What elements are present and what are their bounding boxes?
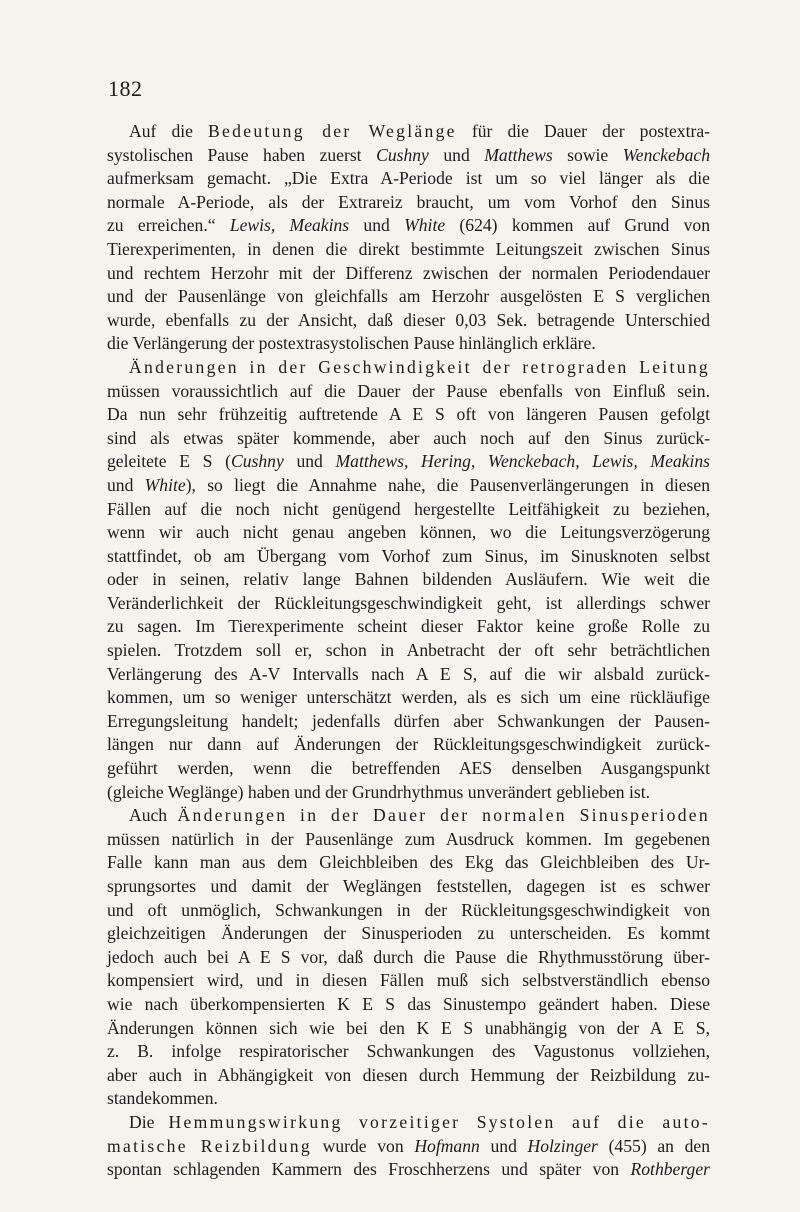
cited-author: Cushny — [231, 451, 284, 472]
text-run: wurde von — [311, 1135, 415, 1156]
text-line — [107, 1040, 710, 1064]
text-line — [107, 214, 710, 238]
text-run: spontan schlagenden Kammern des Froschherzens und später von — [107, 1159, 631, 1180]
text-run: Verlängerung des A-V Intervalls nach A E S, auf die wir alsbald zurück- — [107, 663, 710, 684]
text-line — [107, 332, 710, 356]
text-line — [107, 639, 710, 663]
text-line — [107, 663, 710, 687]
text-run: Tierexperimenten, in denen die direkt bestimmte Leitungszeit zwischen Sinus — [107, 238, 710, 259]
text-line — [107, 922, 710, 946]
cited-author: Holzinger — [527, 1135, 598, 1156]
text-line — [107, 899, 710, 923]
text-line — [107, 686, 710, 710]
text-run: kommen, um so weniger unterschätzt werden, als es sich um eine rückläufige — [107, 687, 710, 708]
text-run: müssen natürlich in der Pausenlänge zum Ausdruck kommen. Im gegebenen — [107, 828, 710, 849]
text-run: aufmerksam gemacht. „Die Extra A-Periode ist um so viel länger als die — [107, 168, 710, 189]
text-run: Änderungen können sich wie bei den K E S unabhängig von der A E S, — [107, 1017, 710, 1038]
text-run: wenn wir auch nicht genau angeben können, wo die Leitungsverzögerung — [107, 522, 710, 543]
text-run: und oft unmöglich, Schwankungen in der Rückleitungsgeschwindigkeit von — [107, 899, 710, 920]
text-line — [107, 1135, 710, 1159]
text-run: Falle kann man aus dem Gleichbleiben des Ekg das Gleichbleiben des Ur- — [107, 852, 710, 873]
text-run: Auch — [129, 805, 178, 826]
text-run: ), so liegt die Annahme nahe, die Pausenverlängerungen in diesen — [185, 474, 710, 495]
text-line — [107, 733, 710, 757]
text-run: aber auch in Abhängigkeit von diesen durch Hemmung der Reizbildung zu- — [107, 1064, 710, 1085]
emphasis-text: Änderungen in der Geschwindigkeit der retrograden Leitung — [129, 356, 710, 377]
emphasis-text: Hemmungswirkung vorzeitiger Systolen auf die auto- — [168, 1111, 710, 1132]
text-line — [107, 828, 710, 852]
text-line — [107, 380, 710, 404]
text-line — [107, 875, 710, 899]
emphasis-text: Änderungen in der Dauer der normalen Sinusperioden — [177, 805, 710, 826]
text-run: zu sagen. Im Tierexperimente scheint dieser Faktor keine große Rolle zu — [107, 616, 710, 637]
text-run: jedoch auch bei A E S vor, daß durch die Pause die Rhythmusstörung über- — [107, 946, 710, 967]
text-line — [107, 285, 710, 309]
text-run: stattfindet, ob am Übergang vom Vorhof zum Sinus, im Sinusknoten selbst — [107, 545, 710, 566]
text-line — [107, 144, 710, 168]
text-run: geführt werden, wenn die betreffenden AES denselben Ausgangspunkt — [107, 758, 710, 779]
text-run: Fällen auf die noch nicht genügend hergestellte Leitfähigkeit zu beziehen, — [107, 498, 710, 519]
text-run: z. B. infolge respiratorischer Schwankungen des Vagustonus vollziehen, — [107, 1041, 710, 1062]
emphasis-text: Bedeutung der Weglänge — [208, 121, 457, 141]
text-line — [107, 615, 710, 639]
text-run: kompensiert wird, und in diesen Fällen muß sich selbstverständlich ebenso — [107, 970, 710, 991]
text-run: und — [349, 215, 405, 236]
body-text — [107, 120, 710, 1182]
text-run: wurde, ebenfalls zu der Ansicht, daß dieser 0,03 Sek. betragende Unterschied — [107, 309, 710, 330]
text-line — [107, 191, 710, 215]
text-run: Veränderlichkeit der Rückleitungsgeschwindigkeit geht, ist allerdings schwer — [107, 592, 710, 613]
text-line — [107, 521, 710, 545]
text-run: (455) an den — [597, 1135, 711, 1156]
text-run: (gleiche Weglänge) haben und der Grundrhythmus unverändert geblieben ist. — [107, 781, 651, 802]
cited-author: Hofmann — [414, 1135, 480, 1156]
text-run: und — [107, 474, 145, 495]
text-run: Die — [129, 1111, 169, 1132]
text-line — [107, 568, 710, 592]
text-run: und — [479, 1135, 528, 1156]
text-line — [107, 781, 710, 805]
cited-author: Rothberger — [630, 1159, 710, 1180]
text-run: oder in seinen, relativ lange Bahnen bildenden Ausläufern. Wie weit die — [107, 569, 710, 590]
text-line — [107, 804, 710, 828]
text-run: sprungsortes und damit der Weglängen feststellen, dagegen ist es schwer — [107, 876, 710, 896]
text-run: normale A-Periode, als der Extrareiz braucht, um vom Vorhof den Sinus — [107, 191, 710, 212]
text-line — [107, 450, 710, 474]
text-run: sowie — [552, 144, 623, 165]
text-run: zu erreichen.“ — [107, 215, 230, 236]
text-line — [107, 1017, 710, 1041]
text-run: geleitete E S ( — [107, 451, 231, 472]
text-line — [107, 757, 710, 781]
text-run: Auf die — [129, 121, 209, 141]
cited-author: Wenckebach — [622, 144, 710, 165]
text-run: und rechtem Herzohr mit der Differenz zwischen der normalen Periodendauer — [107, 262, 710, 283]
text-line — [107, 993, 710, 1017]
text-line — [107, 427, 710, 451]
text-line — [107, 1087, 710, 1111]
text-line — [107, 238, 710, 262]
text-run: müssen voraussichtlich auf die Dauer der Pause ebenfalls von Einfluß sein. — [107, 380, 710, 401]
text-line — [107, 592, 710, 616]
cited-author: White — [144, 474, 186, 495]
emphasis-text: matische Reizbildung — [107, 1135, 312, 1156]
text-run: sind als etwas später kommende, aber auch noch auf den Sinus zurück- — [107, 427, 710, 448]
text-line — [107, 167, 710, 191]
text-run: Da nun sehr frühzeitig auftretende A E S oft von längeren Pausen gefolgt — [107, 404, 710, 425]
text-run: systolischen Pause haben zuerst — [107, 144, 377, 165]
text-line — [107, 1064, 710, 1088]
text-line — [107, 474, 710, 498]
text-run: spielen. Trotzdem soll er, schon in Anbetracht der oft sehr beträchtlichen — [107, 640, 710, 661]
text-run: die Verlängerung der postextrasystolischen Pause hinlänglich erkläre. — [107, 333, 596, 354]
page-number: 182 — [108, 76, 143, 101]
text-line — [107, 851, 710, 875]
text-line — [107, 710, 710, 734]
text-run: für die Dauer der postextra- — [456, 121, 710, 141]
cited-author: Matthews, Hering, Wenckebach, Lewis, Meakins — [335, 451, 711, 472]
text-run: wie nach überkompensierten K E S das Sinustempo geändert haben. Diese — [107, 993, 710, 1014]
text-run: standekommen. — [107, 1088, 218, 1109]
text-line — [107, 946, 710, 970]
text-line — [107, 498, 710, 522]
text-run: und der Pausenlänge von gleichfalls am Herzohr ausgelösten E S verglichen — [107, 286, 710, 307]
cited-author: Lewis, Meakins — [229, 215, 350, 236]
text-line — [107, 309, 710, 333]
text-line — [107, 403, 710, 427]
text-line — [107, 1158, 710, 1182]
text-line — [107, 356, 710, 380]
text-line — [107, 1111, 710, 1135]
text-run: und — [283, 451, 336, 472]
text-run: gleichzeitigen Änderungen der Sinusperioden zu unterscheiden. Es kommt — [107, 923, 710, 944]
text-line — [107, 120, 710, 144]
text-line — [107, 262, 710, 286]
text-run: und — [428, 144, 485, 165]
cited-author: Matthews — [484, 144, 553, 165]
text-run: Erregungsleitung handelt; jedenfalls dürfen aber Schwankungen der Pausen- — [107, 710, 710, 731]
text-run: (624) kommen auf Grund von — [445, 215, 711, 236]
text-line — [107, 969, 710, 993]
cited-author: Cushny — [376, 144, 429, 165]
text-run: längen nur dann auf Änderungen der Rückleitungsgeschwindigkeit zurück- — [107, 734, 710, 755]
text-line — [107, 545, 710, 569]
cited-author: White — [404, 215, 446, 236]
